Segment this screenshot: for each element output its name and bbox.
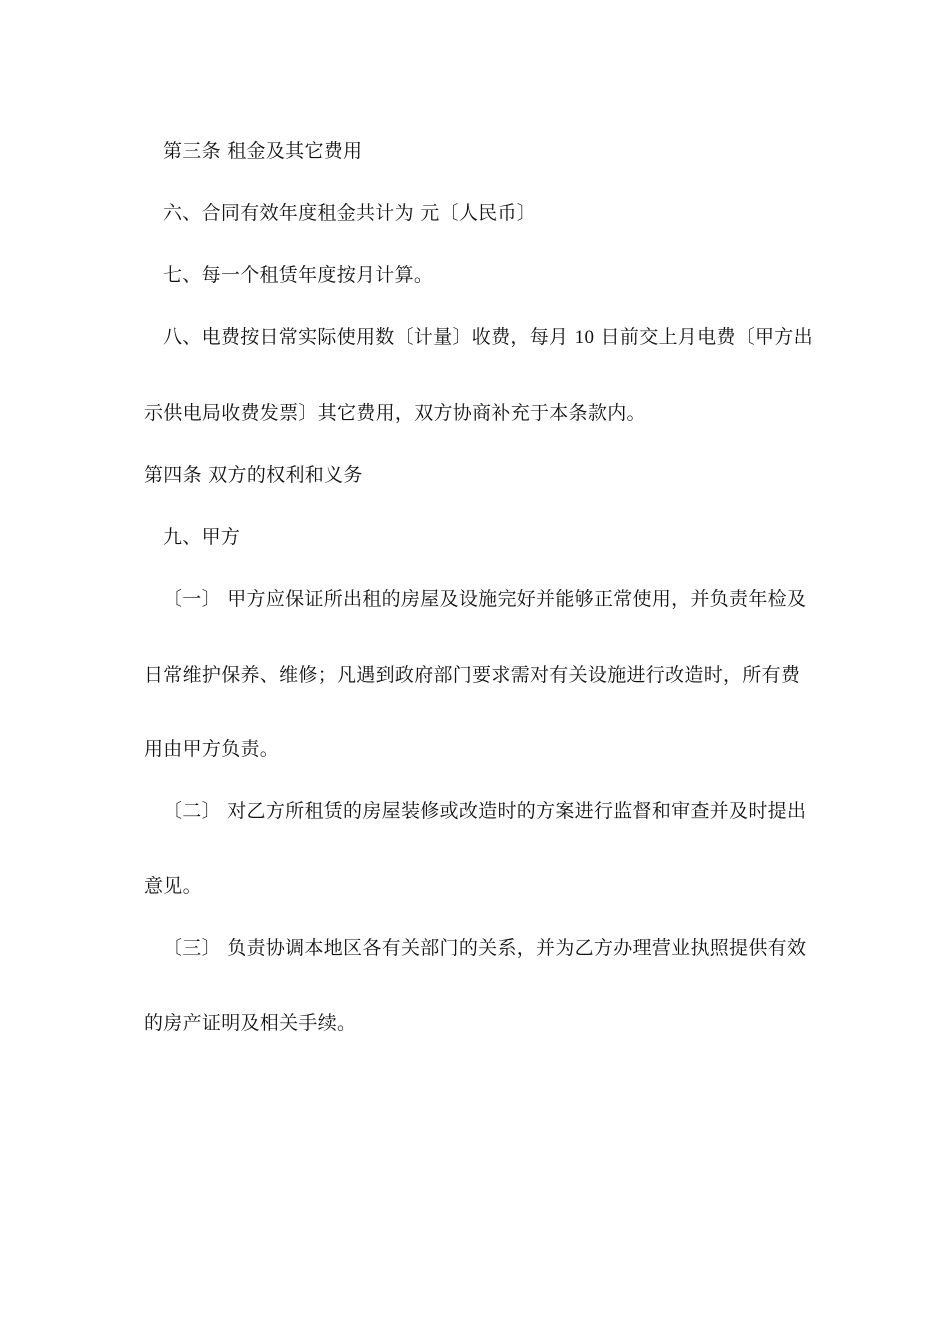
- clause-8-line-1: [163, 324, 813, 351]
- subclause-3-line-1: 〔三〕 负责协调本地区各有关部门的关系，并为乙方办理营业执照提供有效: [163, 937, 807, 959]
- article-3-heading: 第三条 租金及其它费用: [163, 140, 363, 162]
- clause-7: 七、每一个租赁年度按月计算。: [163, 264, 434, 286]
- clause-8-day-number: 10: [574, 327, 595, 348]
- subclause-1-line-3: 用由甲方负责。: [144, 738, 280, 760]
- clause-9: 九、甲方: [163, 526, 241, 548]
- subclause-3-line-2: 的房产证明及相关手续。: [144, 1012, 357, 1034]
- clause-8-text-a: 八、电费按日常实际使用数〔计量〕收费，每月: [163, 326, 569, 348]
- subclause-1-line-1: 〔一〕 甲方应保证所出租的房屋及设施完好并能够正常使用，并负责年检及: [163, 588, 807, 610]
- subclause-1-line-2: 日常维护保养、维修；凡遇到政府部门要求需对有关设施进行改造时，所有费: [144, 664, 801, 686]
- subclause-2-line-1: 〔二〕 对乙方所租赁的房屋装修或改造时的方案进行监督和审查并及时提出: [163, 800, 807, 822]
- clause-6: 六、合同有效年度租金共计为 元〔人民币〕: [163, 202, 537, 224]
- article-4-heading: 第四条 双方的权利和义务: [144, 464, 363, 486]
- subclause-2-line-2: 意见。: [144, 875, 202, 897]
- clause-8-line-2: 示供电局收费发票〕其它费用，双方协商补充于本条款内。: [144, 402, 646, 424]
- clause-8-text-b: 日前交上月电费〔甲方出: [600, 326, 813, 348]
